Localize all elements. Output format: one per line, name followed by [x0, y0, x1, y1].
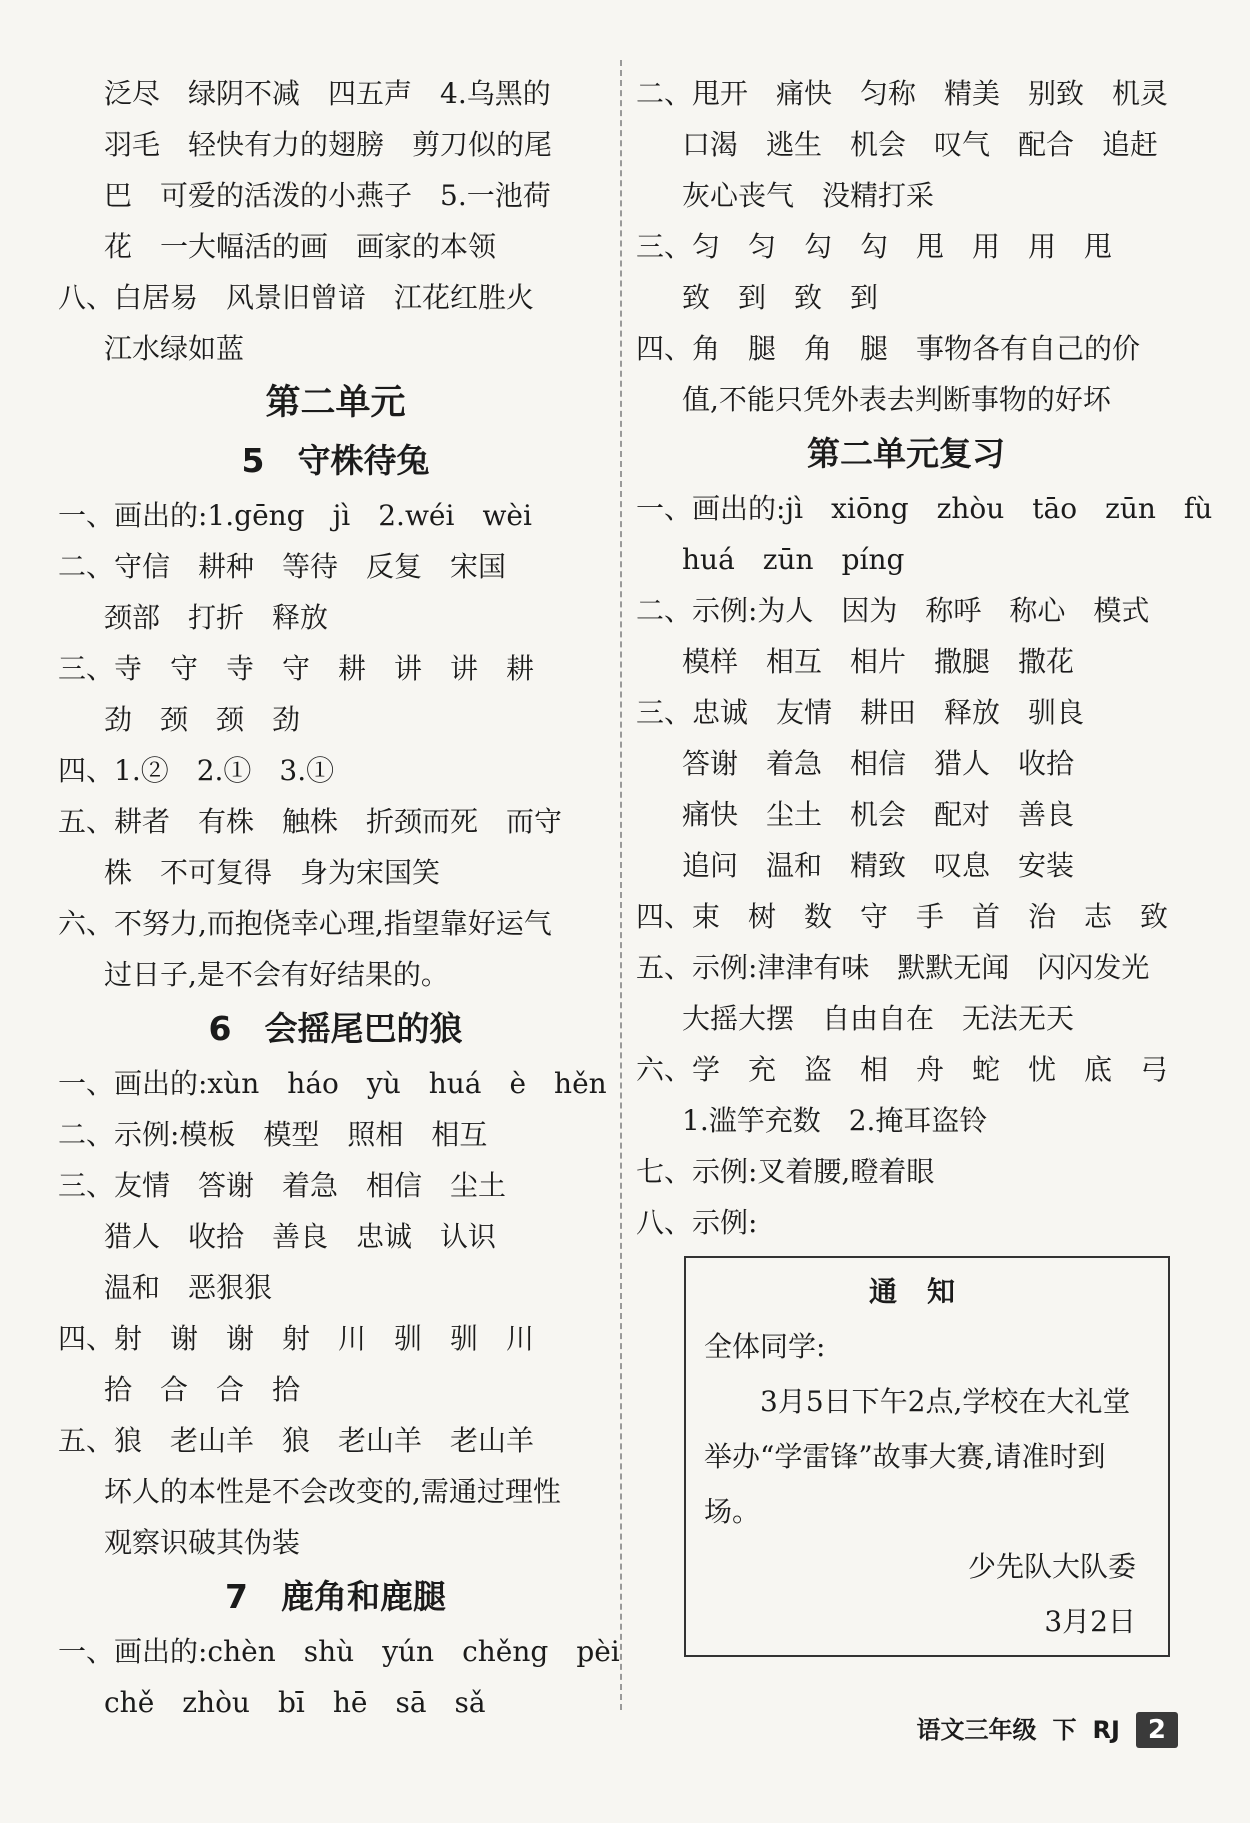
answer-line: 四、1.② 2.① 3.① — [58, 754, 335, 787]
answer-line: 八、示例: — [636, 1206, 758, 1239]
answer-line: 六、不努力,而抱侥幸心理,指望靠好运气 — [58, 907, 552, 940]
answer-line: 花 一大幅活的画 画家的本领 — [104, 230, 497, 263]
section-heading: 6 会摇尾巴的狼 — [208, 1009, 463, 1048]
answer-line: 痛快 尘土 机会 配对 善良 — [682, 798, 1075, 831]
answer-line: 三、友情 答谢 着急 相信 尘土 — [58, 1169, 507, 1202]
answer-line: 观察识破其伪装 — [104, 1526, 301, 1559]
answer-line: 株 不可复得 身为宋国笑 — [104, 856, 441, 889]
right-column — [636, 68, 1213, 1657]
answer-line: 四、角 腿 角 腿 事物各有自己的价 — [636, 332, 1141, 365]
section-heading: 第二单元复习 — [807, 434, 1005, 473]
answer-line: 劲 颈 颈 劲 — [104, 703, 301, 736]
footer-volume: 下 — [1052, 1716, 1077, 1744]
answer-line: 口渴 逃生 机会 叹气 配合 追赶 — [682, 128, 1159, 161]
answer-line: 五、示例:津津有味 默默无闻 闪闪发光 — [636, 951, 1150, 984]
answer-line: 致 到 致 到 — [682, 281, 879, 314]
answer-line: 二、甩开 痛快 匀称 精美 别致 机灵 — [636, 77, 1169, 110]
answer-line: 颈部 打折 释放 — [104, 601, 329, 634]
answer-line: huá zūn píng — [682, 543, 905, 576]
answer-line: 一、画出的:jì xiōng zhòu tāo zūn fù — [636, 492, 1213, 525]
section-heading: 7 鹿角和鹿腿 — [225, 1577, 446, 1616]
answer-line: 四、射 谢 谢 射 川 驯 驯 川 — [58, 1322, 535, 1355]
answer-line: 四、束 树 数 守 手 首 治 志 致 — [636, 900, 1169, 933]
section-heading: 第二单元 — [265, 383, 406, 423]
answer-line: 温和 恶狠狠 — [104, 1271, 273, 1304]
answer-line: 值,不能只凭外表去判断事物的好坏 — [682, 383, 1111, 416]
section-heading: 5 守株待兔 — [241, 441, 430, 480]
notice-body: 3月5日下午2点,学校在大礼堂举办“学雷锋”故事大赛,请准时到场。 — [704, 1385, 1131, 1528]
notice-title: 通知 — [868, 1275, 985, 1308]
left-column — [58, 68, 620, 1728]
answer-line: 江水绿如蓝 — [104, 332, 245, 365]
answer-line: 追问 温和 精致 叹息 安装 — [682, 849, 1075, 882]
answer-line: 五、耕者 有株 触株 折颈而死 而守 — [58, 805, 563, 838]
answer-line: 1.滥竽充数 2.掩耳盗铃 — [682, 1104, 988, 1137]
column-divider — [620, 60, 622, 1710]
answer-line: 拾 合 合 拾 — [104, 1373, 301, 1406]
answer-line: 一、画出的:1.gēng jì 2.wéi wèi — [58, 499, 532, 532]
page-number: 2 — [1136, 1712, 1178, 1748]
answer-line: 模样 相互 相片 撒腿 撒花 — [682, 645, 1075, 678]
footer-subject: 语文三年级 — [916, 1716, 1037, 1744]
notice-greeting: 全体同学: — [704, 1330, 826, 1363]
answer-line: 过日子,是不会有好结果的。 — [104, 958, 449, 991]
notice-box — [684, 1256, 1170, 1657]
footer-edition: RJ — [1092, 1716, 1120, 1744]
notice-signer: 少先队大队委 — [967, 1550, 1136, 1583]
page-footer — [916, 1712, 1178, 1748]
answer-line: 猎人 收拾 善良 忠诚 认识 — [104, 1220, 497, 1253]
answer-line: 二、示例:模板 模型 照相 相互 — [58, 1118, 488, 1151]
answer-line: 坏人的本性是不会改变的,需通过理性 — [104, 1475, 561, 1508]
answer-line: 泛尽 绿阴不减 四五声 4.乌黑的 — [104, 77, 551, 110]
answer-line: 六、学 充 盗 相 舟 蛇 忧 底 弓 — [636, 1053, 1169, 1086]
answer-line: 羽毛 轻快有力的翅膀 剪刀似的尾 — [104, 128, 553, 161]
answer-line: 答谢 着急 相信 猎人 收拾 — [682, 747, 1075, 780]
answer-line: 三、寺 守 寺 守 耕 讲 讲 耕 — [58, 652, 535, 685]
answer-line: 大摇大摆 自由自在 无法无天 — [682, 1002, 1075, 1035]
answer-line: 三、匀 匀 勾 勾 甩 用 用 甩 — [636, 230, 1113, 263]
answer-line: 灰心丧气 没精打采 — [682, 179, 935, 212]
answer-line: 八、白居易 风景旧曾谙 江花红胜火 — [58, 281, 535, 314]
answer-line: 七、示例:叉着腰,瞪着眼 — [636, 1155, 935, 1188]
answer-line: chě zhòu bī hē sā sǎ — [104, 1686, 486, 1719]
right-column-lines — [636, 68, 1213, 1248]
answer-line: 五、狼 老山羊 狼 老山羊 老山羊 — [58, 1424, 535, 1457]
answer-line: 二、示例:为人 因为 称呼 称心 模式 — [636, 594, 1150, 627]
notice-date: 3月2日 — [1044, 1605, 1136, 1638]
answer-line: 二、守信 耕种 等待 反复 宋国 — [58, 550, 507, 583]
answer-line: 一、画出的:xùn háo yù huá è hěn — [58, 1067, 607, 1100]
answer-line: 三、忠诚 友情 耕田 释放 驯良 — [636, 696, 1085, 729]
answer-line: 巴 可爱的活泼的小燕子 5.一池荷 — [104, 179, 551, 212]
answer-line: 一、画出的:chèn shù yún chěng pèi — [58, 1635, 620, 1668]
